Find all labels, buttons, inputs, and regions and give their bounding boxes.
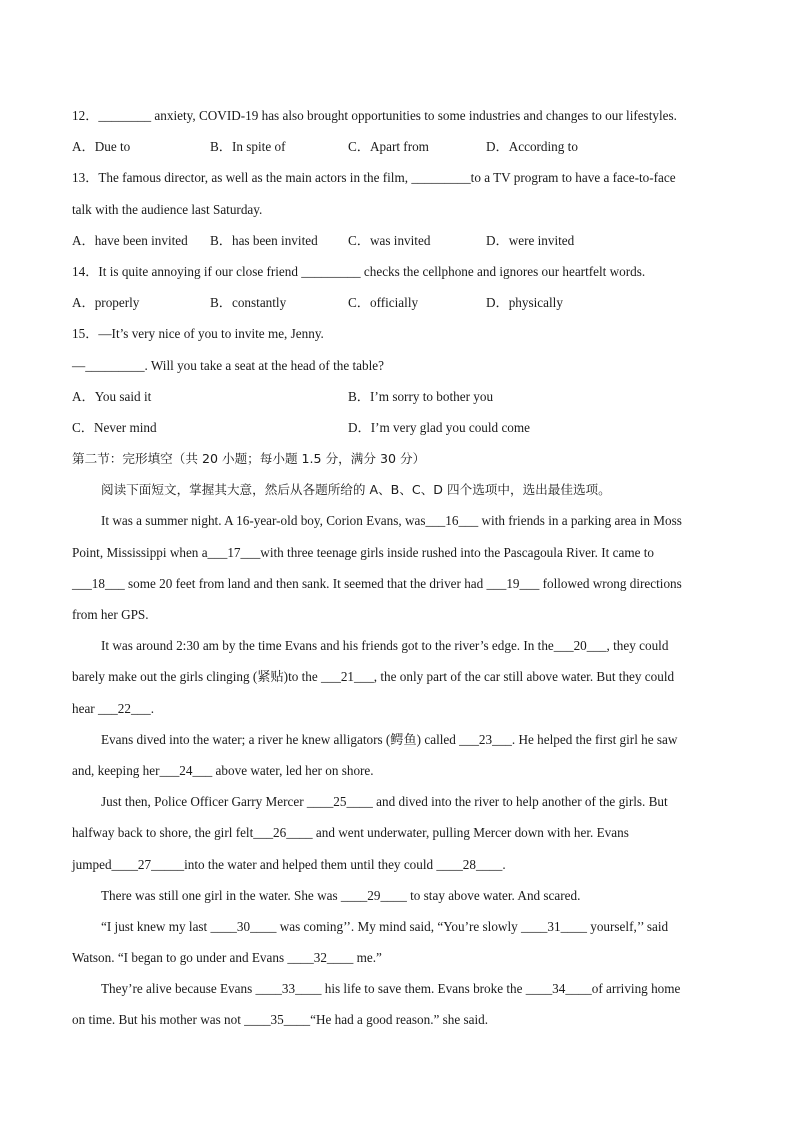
question-12-stem: 12．________ anxiety, COVID-19 has also brought opportunities to some industries and changes to our lifestyles. (72, 108, 677, 123)
option-c: C．was invited (348, 232, 431, 248)
section-instruction: 阅读下面短文，掌握其大意，然后从各题所给的 A、B、C、D 四个选项中，选出最佳选项。 (101, 482, 611, 498)
option-d: D．According to (486, 139, 578, 155)
passage-line: It was around 2:30 am by the time Evans and his friends got to the river’s edge. In the___20___, they could (101, 638, 669, 654)
option-d: D．I’m very glad you could come (348, 419, 531, 435)
option-b: B．constantly (210, 295, 287, 311)
passage-line: ___18___ some 20 feet from land and then sank. It seemed that the driver had ___19___ followed wrong directions (72, 575, 682, 591)
passage-line: Just then, Police Officer Garry Mercer ____25____ and dived into the river to help another of the girls. But (101, 794, 668, 810)
option-c: C．Never mind (72, 419, 157, 435)
passage-line: halfway back to shore, the girl felt___26____ and went underwater, pulling Mercer down with her. Evans (72, 825, 629, 841)
question-15-stem-continued: —_________. Will you take a seat at the head of the table? (72, 357, 384, 373)
option-a: A．have been invited (72, 232, 188, 248)
exam-page (72, 100, 722, 1036)
option-a: A．Due to (72, 139, 131, 155)
option-a: A．properly (72, 295, 140, 311)
option-b: B．I’m sorry to bother you (348, 388, 494, 404)
passage-line: barely make out the girls clinging (紧贴)to the ___21___, the only part of the car still above water. But they could (72, 669, 675, 685)
passage-line: jumped____27_____into the water and helped them until they could ____28____. (72, 856, 506, 872)
section-heading: 第二节：完形填空（共 20 小题；每小题 1.5 分，满分 30 分） (72, 451, 426, 467)
passage-line: Point, Mississippi when a___17___with three teenage girls inside rushed into the Pascagoula River. It came to (72, 544, 654, 560)
passage-line: They’re alive because Evans ____33____ his life to save them. Evans broke the ____34____of arriving home (101, 981, 681, 997)
option-a: A．You said it (72, 388, 152, 404)
question-12-options (72, 131, 722, 162)
option-c: C．Apart from (348, 139, 429, 155)
passage-line: Evans dived into the water; a river he knew alligators (鳄鱼) called ___23___. He helped the first girl he saw (101, 731, 678, 747)
question-14-stem: 14．It is quite annoying if our close friend _________ checks the cellphone and ignores our heartfelt words. (72, 263, 646, 279)
question-14-options (72, 287, 722, 318)
passage-line: Watson. “I began to go under and Evans ____32____ me.” (72, 950, 382, 966)
passage-line: There was still one girl in the water. She was ____29____ to stay above water. And scared. (101, 887, 581, 903)
passage-line: “I just knew my last ____30____ was coming’’. My mind said, “You’re slowly ____31____ yourself,’’ said (101, 918, 669, 934)
question-15-options-row-2 (72, 412, 722, 443)
question-15-stem: 15．—It’s very nice of you to invite me, Jenny. (72, 326, 324, 342)
question-13-stem-continued: talk with the audience last Saturday. (72, 201, 263, 217)
question-13-stem: 13．The famous director, as well as the main actors in the film, _________to a TV program to have a face-to-face (72, 170, 676, 186)
question-13-options (72, 225, 722, 256)
passage-line: from her GPS. (72, 607, 149, 622)
passage-line: hear ___22___. (72, 700, 155, 716)
option-d: D．physically (486, 295, 563, 311)
option-b: B．has been invited (210, 232, 318, 248)
question-15-options-row-1 (72, 381, 722, 412)
passage-line: on time. But his mother was not ____35____“He had a good reason.” she said. (72, 1012, 489, 1028)
option-c: C．officially (348, 295, 419, 311)
option-d: D．were invited (486, 232, 575, 248)
option-b: B．In spite of (210, 139, 286, 155)
passage-line: It was a summer night. A 16-year-old boy, Corion Evans, was___16___ with friends in a parking area in Moss (101, 513, 682, 529)
passage-line: and, keeping her___24___ above water, led her on shore. (72, 762, 374, 778)
